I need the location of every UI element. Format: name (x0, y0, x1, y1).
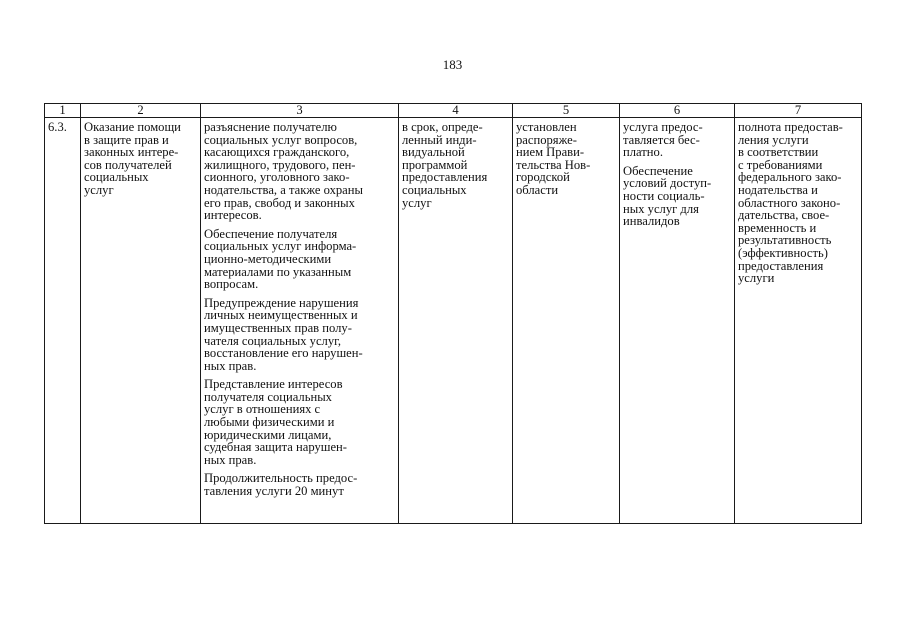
text-line: нием Прави- (516, 145, 585, 160)
text-line: сионного, уголовного зако- (204, 170, 350, 185)
column-header: 3 (201, 104, 399, 118)
table-row (45, 118, 862, 524)
text-line: в соответствии (738, 145, 819, 160)
conditions-cell (620, 118, 735, 524)
text-line: имущественных прав полу- (204, 320, 352, 335)
text-line: областного законо- (738, 195, 841, 210)
text-line: Оказание помощи (84, 120, 181, 134)
text-line: юридическими лицами, (204, 427, 332, 442)
row-number: 6.3. (48, 120, 67, 134)
text-line: сов получателей (84, 157, 172, 172)
text-line: его прав, свобод и законных (204, 195, 355, 210)
service-description-cell (201, 118, 399, 524)
text-line: ных прав. (204, 358, 257, 373)
text-line: установлен (516, 120, 577, 134)
text-line: инвалидов (623, 214, 680, 229)
column-header: 5 (513, 104, 620, 118)
text-line: в защите прав и (84, 132, 169, 147)
text-line: жилищного, трудового, пен- (204, 157, 356, 172)
text-line: услуг (402, 195, 432, 210)
text-line: распоряже- (516, 132, 577, 147)
text-line: нодательства и (738, 182, 818, 197)
text-line: услуги (738, 271, 775, 286)
text-line: личных неимущественных и (204, 308, 358, 323)
page-number: 183 (442, 57, 463, 72)
row-number-cell (45, 118, 81, 524)
text-line: восстановление его нарушен- (204, 346, 363, 361)
term-cell (399, 118, 513, 524)
text-line: ных услуг для (623, 201, 699, 216)
text-line: программой (402, 157, 468, 172)
quality-cell (735, 118, 862, 524)
text-line: социальных услуг вопросов, (204, 132, 358, 147)
text-line: Обеспечение (623, 163, 693, 178)
text-line: условий доступ- (623, 176, 712, 191)
text-line: тельства Нов- (516, 157, 591, 172)
description-paragraph (204, 378, 395, 466)
text-line: области (516, 182, 559, 197)
header-row (45, 104, 862, 118)
text-line: ности социаль- (623, 188, 705, 203)
text-line: услуг в отношениях с (204, 402, 321, 417)
text-line: Представление интересов (204, 377, 343, 392)
text-line: Продолжительность предос- (204, 471, 358, 486)
text-line: (эффективность) (738, 245, 828, 260)
description-paragraph (204, 121, 395, 222)
text-line: касающихся гражданского, (204, 145, 350, 160)
description-paragraph (204, 297, 395, 373)
description-paragraph (204, 472, 395, 497)
text-line: ных прав. (204, 452, 257, 467)
conditions-paragraph (623, 165, 731, 228)
text-line: федерального зако- (738, 170, 842, 185)
service-name-cell (81, 118, 201, 524)
text-line: социальных (402, 182, 467, 197)
service-name (84, 121, 197, 197)
service-term (402, 121, 509, 209)
text-line: предоставления (402, 170, 488, 185)
column-header: 6 (620, 104, 735, 118)
text-line: социальных (84, 170, 149, 185)
text-line: социальных услуг информа- (204, 239, 357, 254)
text-line: услуга предос- (623, 120, 703, 134)
service-tariff (516, 121, 616, 197)
column-header: 2 (81, 104, 201, 118)
text-line: разъяснение получателю (204, 120, 337, 134)
text-line: в срок, опреде- (402, 120, 483, 134)
text-line: ления услуги (738, 132, 809, 147)
text-line: материалами по указанным (204, 264, 352, 279)
column-header: 7 (735, 104, 862, 118)
text-line: Обеспечение получателя (204, 226, 338, 241)
text-line: дательства, свое- (738, 208, 830, 223)
description-paragraph (204, 228, 395, 291)
text-line: предоставления (738, 258, 824, 273)
text-line: с требованиями (738, 157, 823, 172)
column-header: 1 (45, 104, 81, 118)
text-line: законных интере- (84, 145, 179, 160)
text-line: тавления услуги 20 минут (204, 484, 344, 499)
services-table (44, 103, 862, 524)
text-line: видуальной (402, 145, 465, 160)
text-line: временность и (738, 220, 817, 235)
tariff-cell (513, 118, 620, 524)
text-line: получателя социальных (204, 389, 332, 404)
text-line: ционно-методическими (204, 251, 332, 266)
text-line: вопросам. (204, 277, 259, 292)
text-line: судебная защита нарушен- (204, 440, 347, 455)
text-line: результативность (738, 233, 832, 248)
text-line: интересов. (204, 208, 262, 223)
quality-indicators (738, 121, 858, 285)
text-line: тавляется бес- (623, 132, 700, 147)
text-line: полнота предостав- (738, 120, 843, 134)
text-line: услуг (84, 182, 114, 197)
text-line: любыми физическими и (204, 415, 335, 430)
text-line: чателя социальных услуг, (204, 333, 342, 348)
text-line: нодательства, а также охраны (204, 182, 363, 197)
text-line: Предупреждение нарушения (204, 295, 359, 310)
column-header: 4 (399, 104, 513, 118)
text-line: городской (516, 170, 570, 185)
conditions-paragraph (623, 121, 731, 159)
text-line: платно. (623, 145, 663, 160)
text-line: ленный инди- (402, 132, 477, 147)
